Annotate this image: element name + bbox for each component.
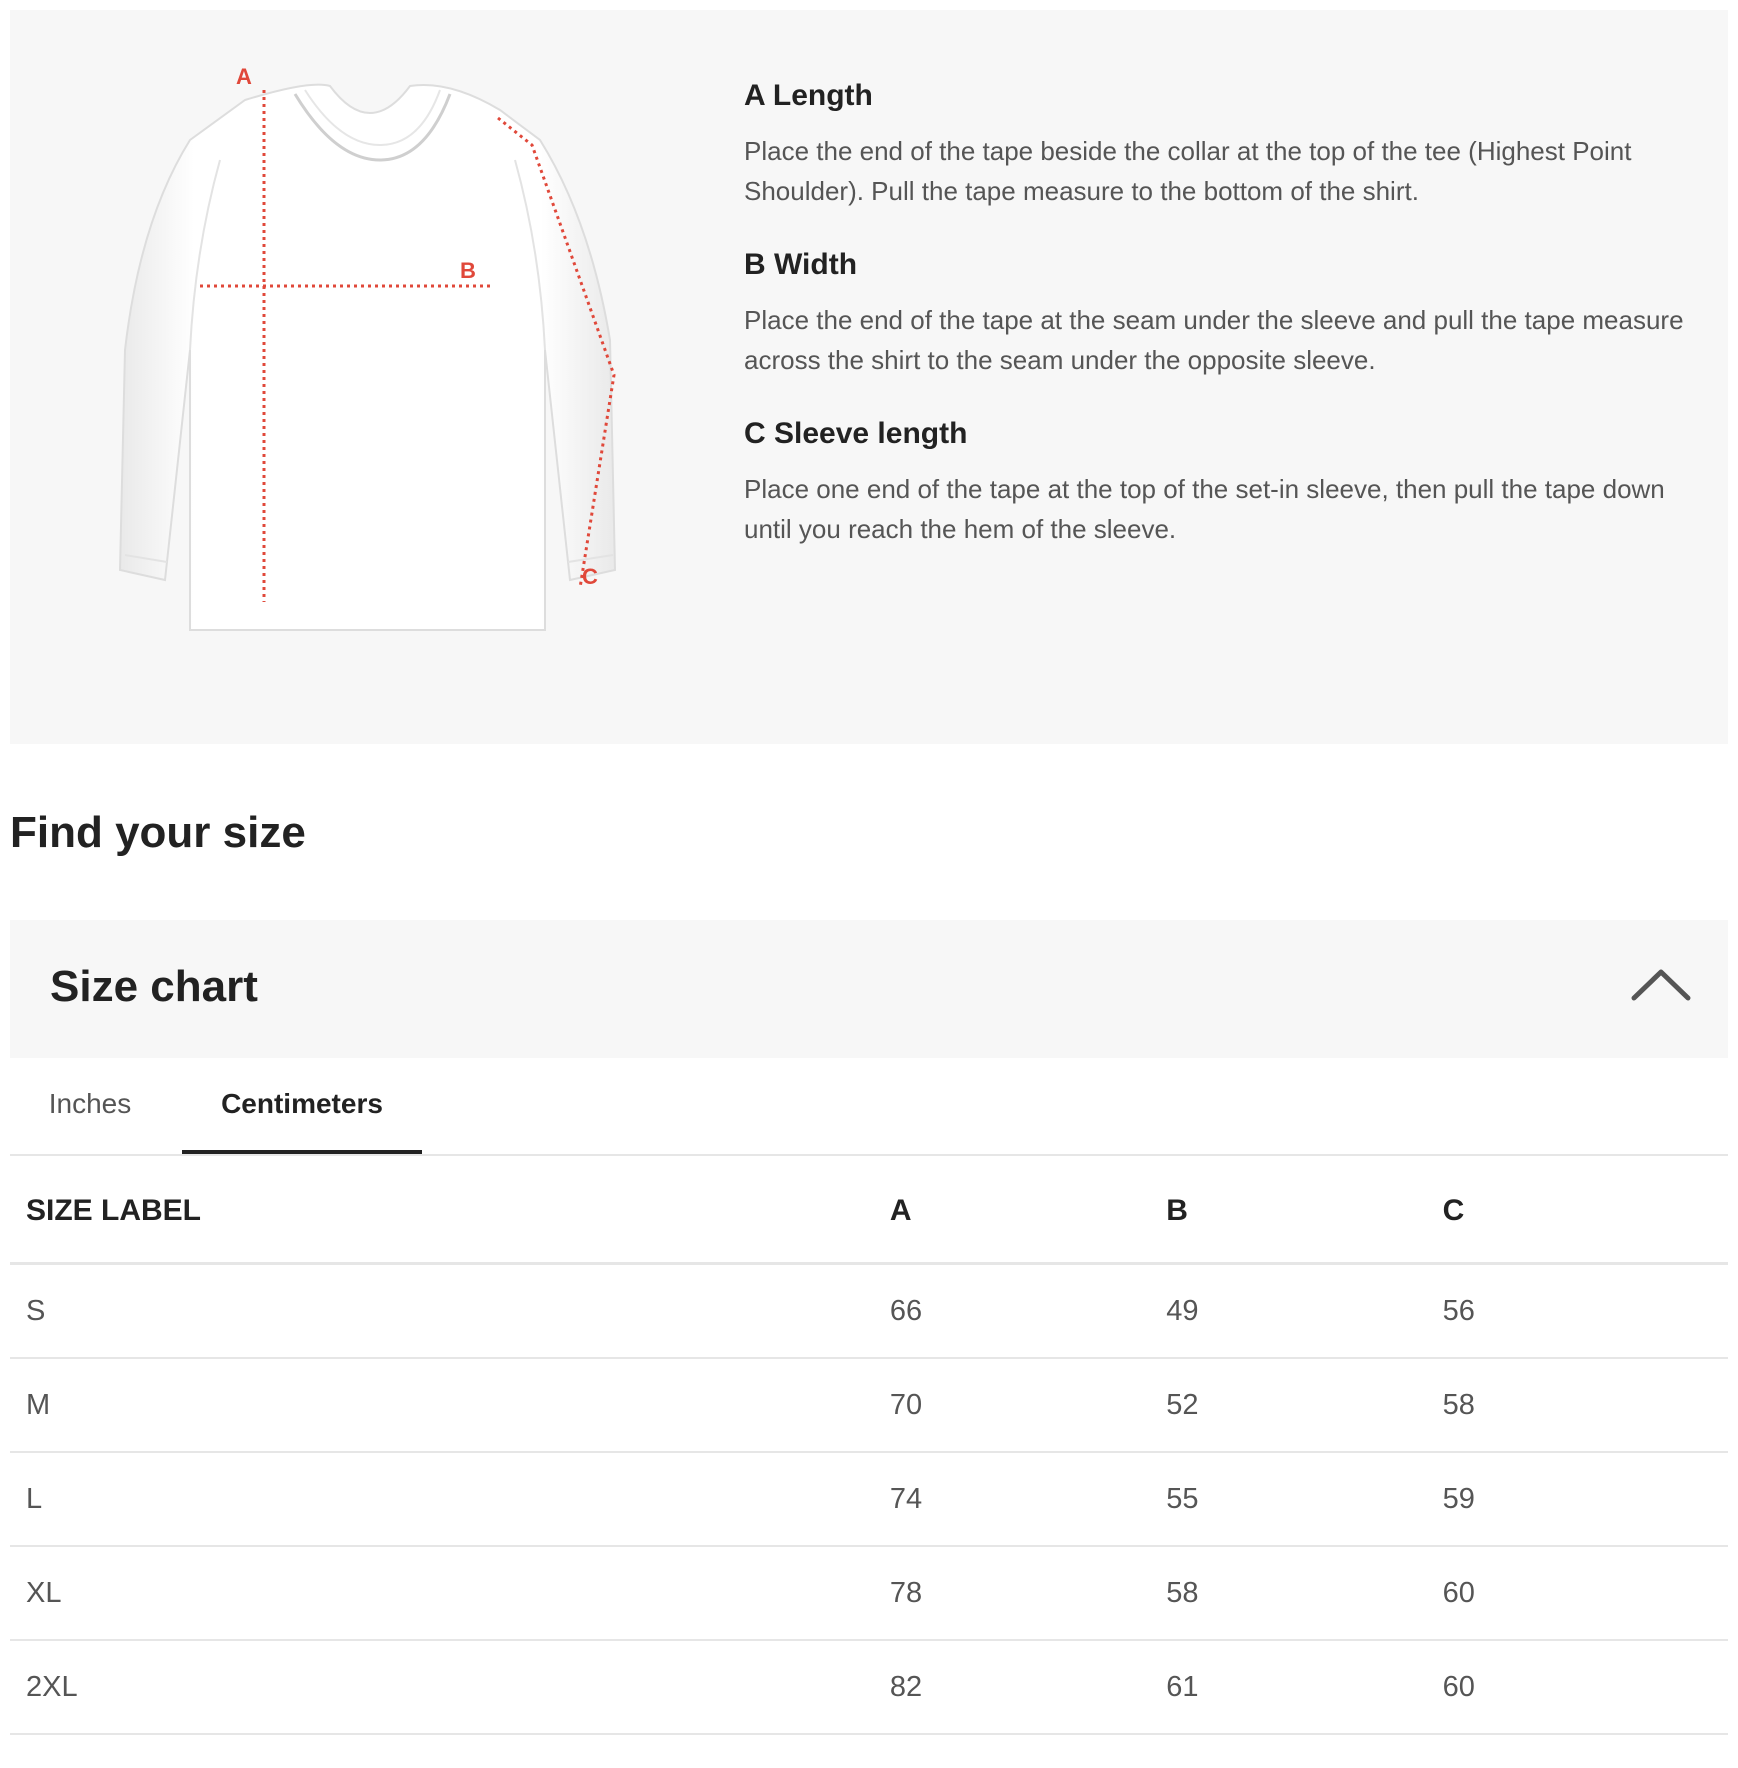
c-value-cell: 60 — [1443, 1546, 1728, 1640]
table-row — [10, 1546, 1728, 1640]
column-header-size-label: SIZE LABEL — [10, 1160, 890, 1264]
b-value-cell: 58 — [1166, 1546, 1442, 1640]
a-value-cell: 78 — [890, 1546, 1166, 1640]
table-row — [10, 1358, 1728, 1452]
c-value-cell: 56 — [1443, 1264, 1728, 1359]
b-value-cell: 49 — [1166, 1264, 1442, 1359]
c-value-cell: 58 — [1443, 1358, 1728, 1452]
table-row — [10, 1640, 1728, 1734]
size-table — [10, 1160, 1728, 1735]
a-value-cell: 70 — [890, 1358, 1166, 1452]
collapse-button[interactable] — [1628, 960, 1694, 1010]
b-value-cell: 61 — [1166, 1640, 1442, 1734]
tab-inches[interactable]: Inches — [48, 1088, 132, 1119]
c-value-cell: 60 — [1443, 1640, 1728, 1734]
column-header-b: B — [1166, 1160, 1442, 1264]
marker-a: A — [236, 64, 252, 89]
size-chart-header[interactable] — [10, 920, 1728, 1058]
table-row — [10, 1264, 1728, 1359]
a-value-cell: 82 — [890, 1640, 1166, 1734]
marker-b: B — [460, 258, 476, 283]
size-label-cell: L — [10, 1452, 890, 1546]
long-sleeve-shirt-icon — [120, 85, 615, 630]
column-header-c: C — [1443, 1160, 1728, 1264]
marker-c: C — [582, 564, 598, 589]
size-chart-title: Size chart — [50, 962, 258, 1011]
table-row — [10, 1452, 1728, 1546]
sleeve-description: Place one end of the tape at the top of the set-in sleeve, then pull the tape down until you reach the hem of the sleeve. — [744, 474, 1665, 544]
a-value-cell: 66 — [890, 1264, 1166, 1359]
b-value-cell: 52 — [1166, 1358, 1442, 1452]
chevron-up-icon — [1628, 960, 1694, 1010]
unit-tabs — [10, 1058, 1728, 1156]
size-label-cell: 2XL — [10, 1640, 890, 1734]
b-value-cell: 55 — [1166, 1452, 1442, 1546]
column-header-a: A — [890, 1160, 1166, 1264]
a-value-cell: 74 — [890, 1452, 1166, 1546]
tab-centimeters[interactable]: Centimeters — [182, 1058, 422, 1154]
measurement-guide — [10, 10, 1728, 744]
width-heading: B Width — [744, 248, 858, 281]
size-label-cell: XL — [10, 1546, 890, 1640]
length-description: Place the end of the tape beside the collar at the top of the tee (Highest Point Shoulder). Pull the tape measure to the bottom of the shirt. — [744, 136, 1632, 206]
length-heading: A Length — [744, 79, 873, 112]
table-header-row — [10, 1160, 1728, 1264]
width-description: Place the end of the tape at the seam under the sleeve and pull the tape measure across the shirt to the seam under the opposite sleeve. — [744, 305, 1684, 375]
measurement-instructions — [744, 76, 1684, 583]
size-label-cell: S — [10, 1264, 890, 1359]
size-label-cell: M — [10, 1358, 890, 1452]
c-value-cell: 59 — [1443, 1452, 1728, 1546]
sleeve-heading: C Sleeve length — [744, 417, 968, 450]
find-your-size-title: Find your size — [10, 808, 306, 857]
shirt-diagram — [70, 50, 710, 690]
